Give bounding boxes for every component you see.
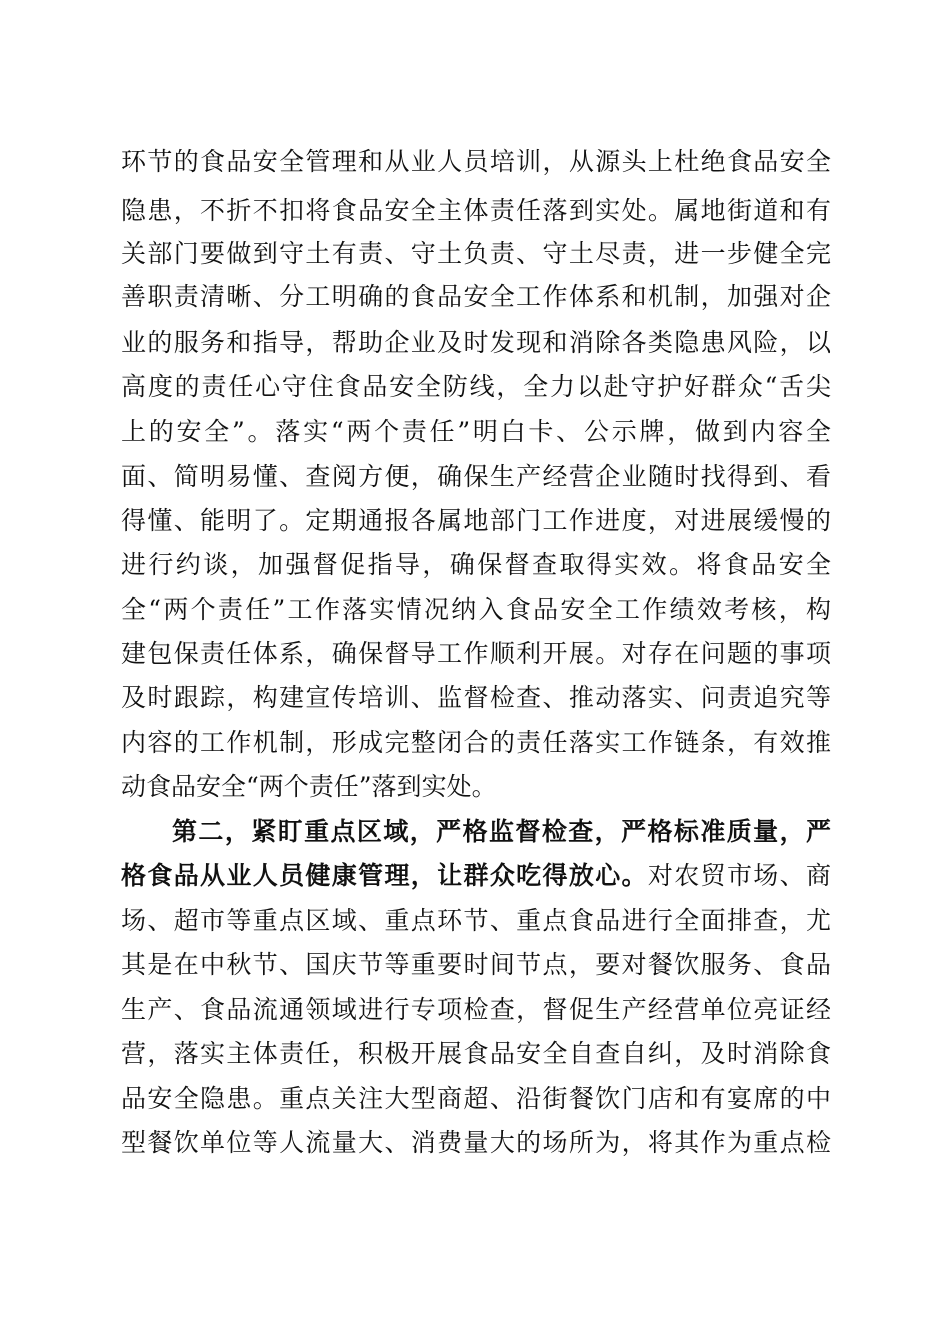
paragraph-line: 营，落实主体责任，积极开展食品安全自查自纠，及时消除食: [121, 1039, 831, 1068]
paragraph-line: 业的服务和指导，帮助企业及时发现和消除各类隐患风险，以: [121, 328, 831, 357]
paragraph-line: 品安全隐患。重点关注大型商超、沿街餐饮门店和有宴席的中: [121, 1084, 831, 1113]
section-heading-tail: 格食品从业人员健康管理，让群众吃得放心。: [121, 861, 648, 890]
paragraph-line: 全“两个责任”工作落实情况纳入食品安全工作绩效考核，构: [121, 595, 831, 624]
paragraph-line: 其是在中秋节、国庆节等重要时间节点，要对餐饮服务、食品: [121, 950, 831, 979]
paragraph-line: 善职责清晰、分工明确的食品安全工作体系和机制，加强对企: [121, 282, 831, 311]
paragraph-line: 场、超市等重点区域、重点环节、重点食品进行全面排查，尤: [121, 906, 831, 935]
paragraph-line: 上的安全”。落实“两个责任”明白卡、公示牌，做到内容全: [121, 417, 831, 446]
section-heading: 第二，紧盯重点区域，严格监督检查，严格标准质量，严: [172, 817, 831, 846]
paragraph-line: 型餐饮单位等人流量大、消费量大的场所为，将其作为重点检: [121, 1128, 831, 1157]
paragraph-line: 面、简明易懂、查阅方便，确保生产经营企业随时找得到、看: [121, 462, 831, 491]
paragraph-line: 建包保责任体系，确保督导工作顺利开展。对存在问题的事项: [121, 639, 831, 668]
paragraph-line: 隐患，不折不扣将食品安全主体责任落到实处。属地街道和有: [121, 196, 831, 225]
paragraph-line: 动食品安全“两个责任”落到实处。: [121, 772, 497, 801]
paragraph-line: 关部门要做到守土有责、守土负责、守土尽责，进一步健全完: [121, 239, 831, 268]
paragraph-line: 环节的食品安全管理和从业人员培训，从源头上杜绝食品安全: [121, 147, 831, 176]
paragraph-line: 得懂、能明了。定期通报各属地部门工作进度，对进展缓慢的: [121, 506, 831, 535]
paragraph-line: 内容的工作机制，形成完整闭合的责任落实工作链条，有效推: [121, 728, 831, 757]
paragraph-line: 及时跟踪，构建宣传培训、监督检查、推动落实、问责追究等: [121, 683, 831, 712]
paragraph-text: 对农贸市场、商: [647, 861, 831, 890]
paragraph-line: 进行约谈，加强督促指导，确保督查取得实效。将食品安全: [121, 550, 831, 579]
paragraph-line: 高度的责任心守住食品安全防线，全力以赴守护好群众“舌尖: [121, 372, 831, 401]
paragraph-line: 生产、食品流通领域进行专项检查，督促生产经营单位亮证经: [121, 995, 831, 1024]
paragraph-line: [121, 856, 831, 896]
